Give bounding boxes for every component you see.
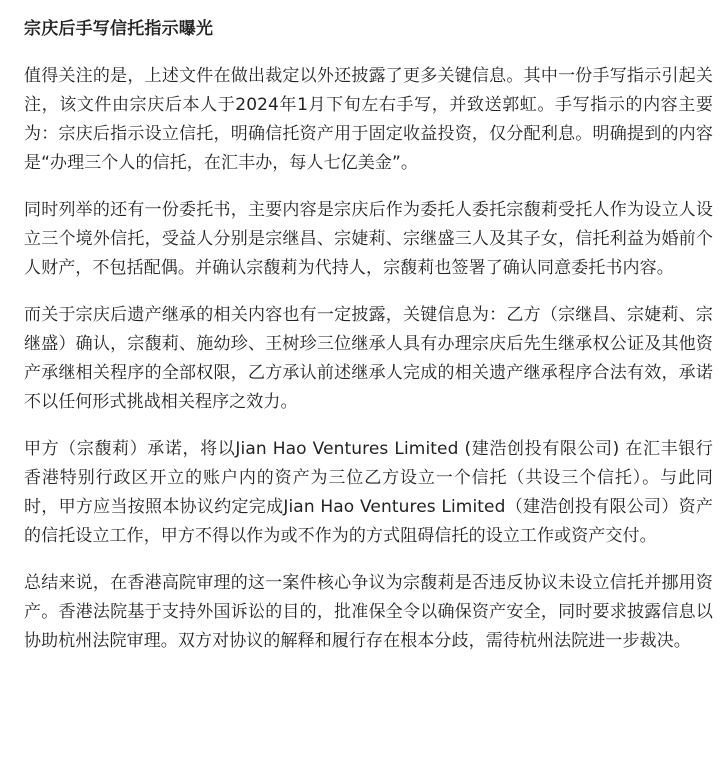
paragraph-summary: 总结来说，在香港高院审理的这一案件核心争议为宗馥莉是否违反协议未设立信托并挪用资产。香港法院基于支持外国诉讼的目的，批准保全令以确保资产安全，同时要求披露信息以协助杭州法院审理。双方对协议的解释和履行存在根本分歧，需待杭州法院进一步裁决。 (24, 573, 713, 651)
paragraph-handwritten-instruction: 值得关注的是，上述文件在做出裁定以外还披露了更多关键信息。其中一份手写指示引起关注，该文件由宗庆后本人于2024年1月下旬左右手写，并致送郭虹。手写指示的内容主要为：宗庆后指示设立信托，明确信托资产用于固定收益投资，仅分配利息。明确提到的内容是“办理三个人的信托，在汇丰办，每人七亿美金”。 (24, 66, 713, 173)
article-heading: 宗庆后手写信托指示曝光 (24, 19, 214, 39)
paragraph-inheritance: 而关于宗庆后遗产继承的相关内容也有一定披露，关键信息为：乙方（宗继昌、宗婕莉、宗继盛）确认，宗馥莉、施幼珍、王树珍三位继承人具有办理宗庆后先生继承权公证及其他资产承继相关程序的全部权限，乙方承认前述继承人完成的相关遗产继承程序合法有效，承诺不以任何形式挑战相关程序之效力。 (24, 305, 713, 412)
paragraph-party-a-commitment: 甲方（宗馥莉）承诺，将以Jian Hao Ventures Limited (建浩创投有限公司) 在汇丰银行香港特别行政区开立的账户内的资产为三位乙方设立一个信托（共设三个信托）。与此同时，甲方应当按照本协议约定完成Jian Hao Ventures Limited（建浩创投有限公司）资产的信托设立工作，甲方不得以作为或不作为的方式阻碍信托的设立工作或资产交付。 (24, 439, 713, 546)
paragraph-power-of-attorney: 同时列举的还有一份委托书，主要内容是宗庆后作为委托人委托宗馥莉受托人作为设立人设立三个境外信托，受益人分别是宗继昌、宗婕莉、宗继盛三人及其子女，信托利益为婚前个人财产，不包括配偶。并确认宗馥莉为代持人，宗馥莉也签署了确认同意委托书内容。 (24, 200, 713, 278)
